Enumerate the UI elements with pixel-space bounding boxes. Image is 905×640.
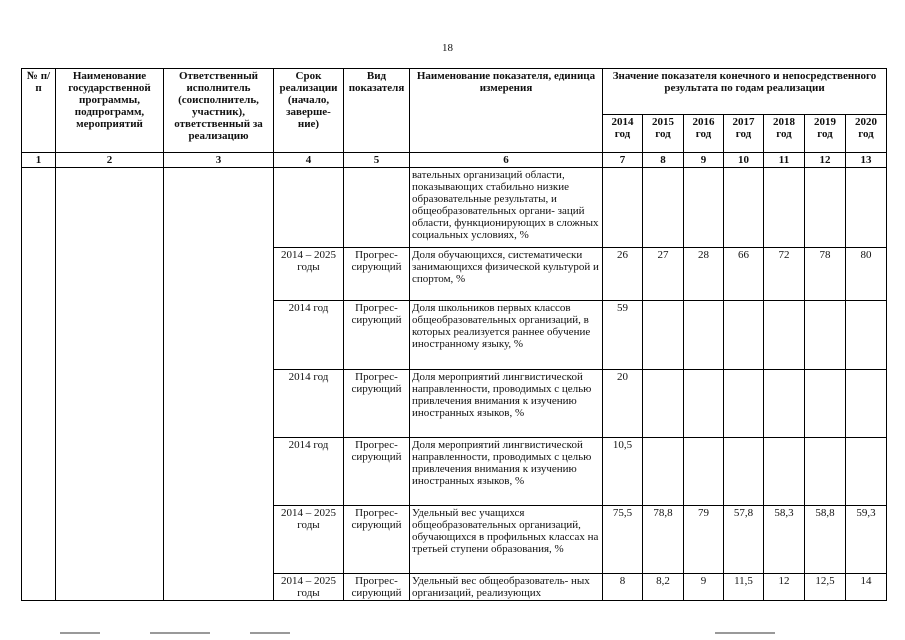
value-cell: 59,3	[846, 506, 887, 574]
value-cell: 78,8	[643, 506, 684, 574]
value-cell: 75,5	[603, 506, 643, 574]
term-cell: 2014 – 2025 годы	[274, 506, 344, 574]
value-cell: 8	[603, 574, 643, 601]
value-cell	[724, 301, 764, 370]
value-cell	[764, 301, 805, 370]
term-cell: 2014 – 2025 годы	[274, 574, 344, 601]
type-cell: Прогрес- сирующий	[344, 506, 410, 574]
value-cell	[846, 370, 887, 438]
indicators-table	[21, 68, 887, 601]
value-cell	[684, 438, 724, 506]
value-cell	[684, 301, 724, 370]
value-cell: 10,5	[603, 438, 643, 506]
value-cell: 58,3	[764, 506, 805, 574]
value-cell	[643, 168, 684, 248]
value-cell: 26	[603, 248, 643, 301]
value-cell	[805, 438, 846, 506]
num-cell	[22, 168, 56, 601]
header-year: 2014 год	[603, 115, 643, 153]
column-number: 13	[846, 153, 887, 168]
type-cell: Прогрес- сирующий	[344, 248, 410, 301]
value-cell	[764, 370, 805, 438]
indicator-cell: Доля обучающихся, систематически занимающихся физической культурой и спортом, %	[410, 248, 603, 301]
header-values-group: Значение показателя конечного и непосредственного результата по годам реализации	[603, 69, 887, 115]
type-cell	[344, 168, 410, 248]
header-num: № п/п	[22, 69, 56, 153]
column-number: 4	[274, 153, 344, 168]
value-cell: 8,2	[643, 574, 684, 601]
value-cell	[684, 168, 724, 248]
header-term: Срок реализации (начало, заверше- ние)	[274, 69, 344, 153]
header-executor: Ответственный исполнитель (соисполнитель, участник), ответственный за реализацию	[164, 69, 274, 153]
value-cell	[724, 438, 764, 506]
value-cell	[764, 438, 805, 506]
value-cell: 11,5	[724, 574, 764, 601]
value-cell: 57,8	[724, 506, 764, 574]
column-number: 6	[410, 153, 603, 168]
scan-artifact-line	[60, 632, 100, 634]
column-number: 10	[724, 153, 764, 168]
value-cell	[724, 370, 764, 438]
scan-artifact-line	[150, 632, 210, 634]
value-cell: 20	[603, 370, 643, 438]
value-cell	[805, 301, 846, 370]
value-cell	[846, 438, 887, 506]
indicator-cell: Доля мероприятий лингвистической направленности, проводимых с целью привлечения внимания к изучению иностранных языков, %	[410, 370, 603, 438]
value-cell: 12,5	[805, 574, 846, 601]
value-cell	[724, 168, 764, 248]
column-number: 3	[164, 153, 274, 168]
column-number: 1	[22, 153, 56, 168]
header-year: 2016 год	[684, 115, 724, 153]
term-cell: 2014 – 2025 годы	[274, 248, 344, 301]
column-number: 7	[603, 153, 643, 168]
value-cell	[846, 168, 887, 248]
value-cell	[643, 370, 684, 438]
column-number-row	[22, 153, 887, 168]
type-cell: Прогрес- сирующий	[344, 438, 410, 506]
value-cell	[643, 301, 684, 370]
header-program: Наименование государственной программы, подпрограмм, мероприятий	[56, 69, 164, 153]
header-year: 2018 год	[764, 115, 805, 153]
term-cell: 2014 год	[274, 438, 344, 506]
type-cell: Прогрес- сирующий	[344, 301, 410, 370]
column-number: 8	[643, 153, 684, 168]
value-cell	[684, 370, 724, 438]
executor-cell	[164, 168, 274, 601]
value-cell: 27	[643, 248, 684, 301]
header-type: Вид показателя	[344, 69, 410, 153]
header-year: 2017 год	[724, 115, 764, 153]
type-cell: Прогрес- сирующий	[344, 370, 410, 438]
table-row	[22, 168, 887, 248]
indicator-cell: вательных организаций области, показывающих стабильно низкие образовательные результаты, и общеобразовательных органи- заций области, функционирующих в сложных социальных условиях, %	[410, 168, 603, 248]
value-cell	[643, 438, 684, 506]
program-cell	[56, 168, 164, 601]
value-cell	[603, 168, 643, 248]
term-cell: 2014 год	[274, 370, 344, 438]
header-year: 2020 год	[846, 115, 887, 153]
value-cell	[805, 370, 846, 438]
indicator-cell: Доля мероприятий лингвистической направленности, проводимых с целью привлечения внимания к изучению иностранных языков, %	[410, 438, 603, 506]
value-cell: 14	[846, 574, 887, 601]
value-cell	[846, 301, 887, 370]
indicator-cell: Удельный вес учащихся общеобразовательных организаций, обучающихся в профильных классах на третьей ступени образования, %	[410, 506, 603, 574]
page-number: 18	[442, 42, 453, 54]
value-cell: 66	[724, 248, 764, 301]
value-cell: 59	[603, 301, 643, 370]
column-number: 12	[805, 153, 846, 168]
indicator-cell: Удельный вес общеобразователь- ных организаций, реализующих	[410, 574, 603, 601]
value-cell: 78	[805, 248, 846, 301]
value-cell	[805, 168, 846, 248]
column-number: 5	[344, 153, 410, 168]
term-cell	[274, 168, 344, 248]
type-cell: Прогрес- сирующий	[344, 574, 410, 601]
scan-artifact-line	[715, 632, 775, 634]
value-cell	[764, 168, 805, 248]
value-cell: 72	[764, 248, 805, 301]
indicator-cell: Доля школьников первых классов общеобразовательных организаций, в которых реализуется раннее обучение иностранному языку, %	[410, 301, 603, 370]
header-year: 2015 год	[643, 115, 684, 153]
value-cell: 9	[684, 574, 724, 601]
scan-artifact-line	[250, 632, 290, 634]
term-cell: 2014 год	[274, 301, 344, 370]
value-cell: 28	[684, 248, 724, 301]
column-number: 11	[764, 153, 805, 168]
column-number: 2	[56, 153, 164, 168]
header-year: 2019 год	[805, 115, 846, 153]
value-cell: 58,8	[805, 506, 846, 574]
value-cell: 80	[846, 248, 887, 301]
value-cell: 12	[764, 574, 805, 601]
value-cell: 79	[684, 506, 724, 574]
header-indicator: Наименование показателя, единица измерения	[410, 69, 603, 153]
column-number: 9	[684, 153, 724, 168]
